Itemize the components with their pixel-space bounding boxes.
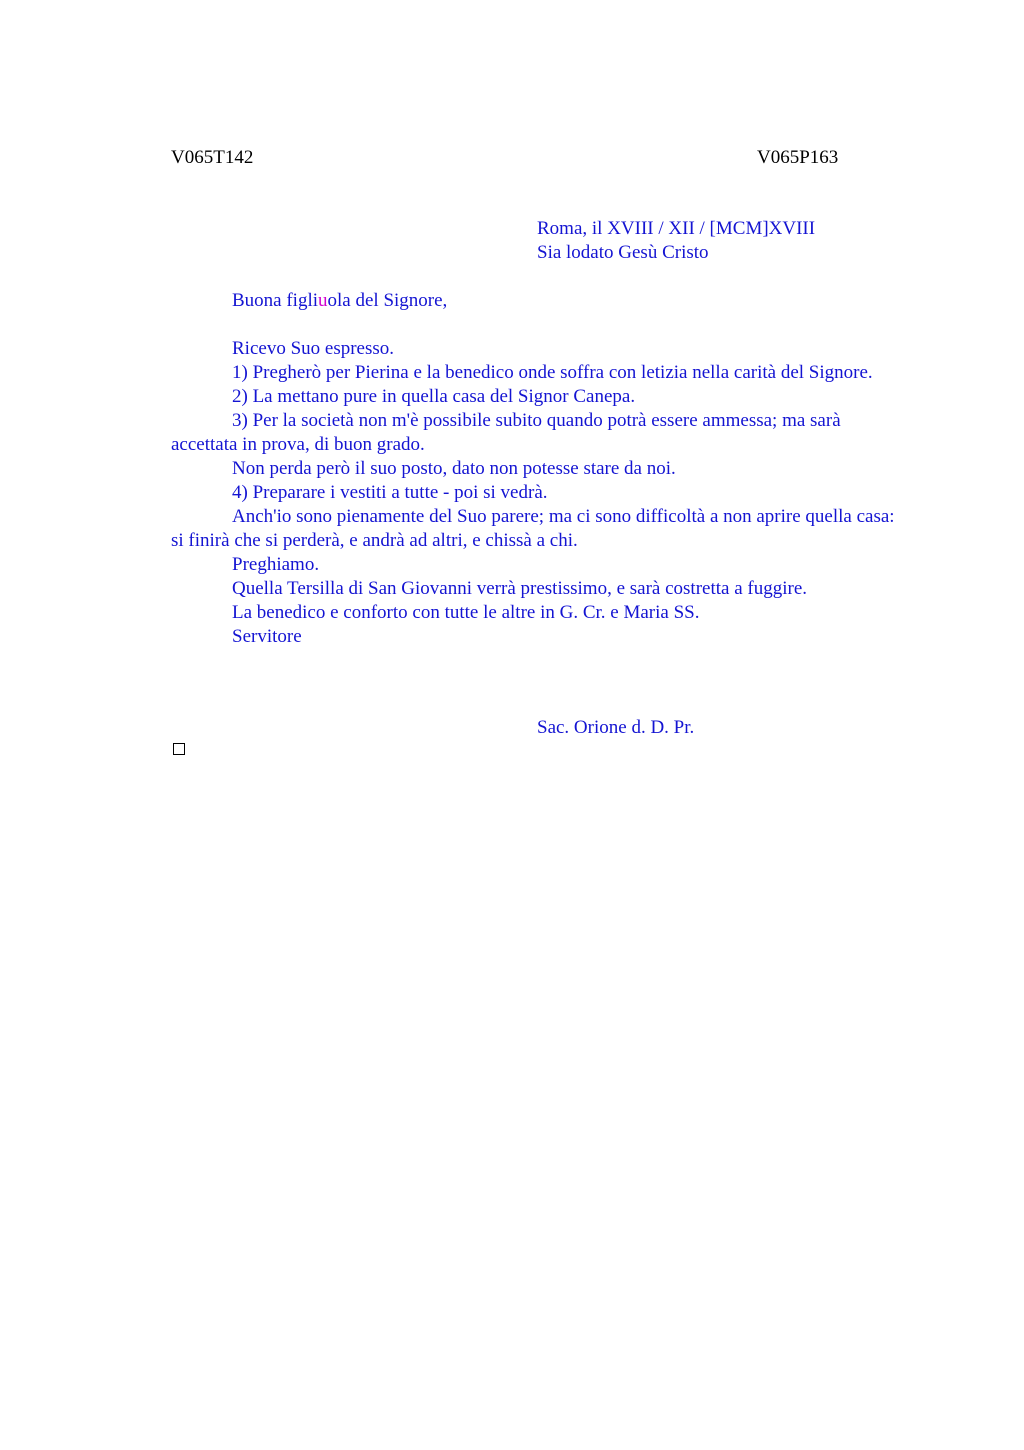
date-block — [537, 217, 815, 265]
paragraph: Ricevo Suo espresso. — [232, 338, 395, 359]
paragraph: Non perda però il suo posto, dato non potesse stare da noi. — [232, 458, 676, 479]
letter-body — [171, 337, 911, 649]
salutation-part2: ola del Signore, — [327, 290, 448, 311]
document-reference-right: V065P163 — [757, 147, 839, 168]
paragraph: 4) Preparare i vestiti a tutte - poi si vedrà. — [232, 482, 548, 503]
signature: Sac. Orione d. D. Pr. — [537, 717, 695, 738]
date-line: Roma, il XVIII / XII / [MCM]XVIII — [537, 218, 816, 239]
salutation-part1: Buona figli — [232, 290, 319, 311]
paragraph: Preghiamo. — [232, 554, 320, 575]
salutation-inserted-letter: u — [318, 290, 328, 311]
end-of-document-box-icon — [173, 743, 185, 755]
document-reference-left: V065T142 — [171, 147, 254, 168]
paragraph: Servitore — [232, 626, 302, 647]
invocation-line: Sia lodato Gesù Cristo — [537, 242, 709, 263]
paragraph: Quella Tersilla di San Giovanni verrà prestissimo, e sarà costretta a fuggire. — [232, 578, 808, 599]
paragraph: Anch'io sono pienamente del Suo parere; ma ci sono difficoltà a non aprire quella casa: si finirà che si perderà, e andrà ad altri, e chissà a chi. — [171, 506, 895, 551]
paragraph: 1) Pregherò per Pierina e la benedico onde soffra con letizia nella carità del Signore. — [232, 362, 873, 383]
paragraph: 2) La mettano pure in quella casa del Signor Canepa. — [232, 386, 636, 407]
paragraph: 3) Per la società non m'è possibile subito quando potrà essere ammessa; ma sarà accettata in prova, di buon grado. — [171, 410, 841, 455]
salutation — [232, 289, 447, 313]
paragraph: La benedico e conforto con tutte le altre in G. Cr. e Maria SS. — [232, 602, 700, 623]
